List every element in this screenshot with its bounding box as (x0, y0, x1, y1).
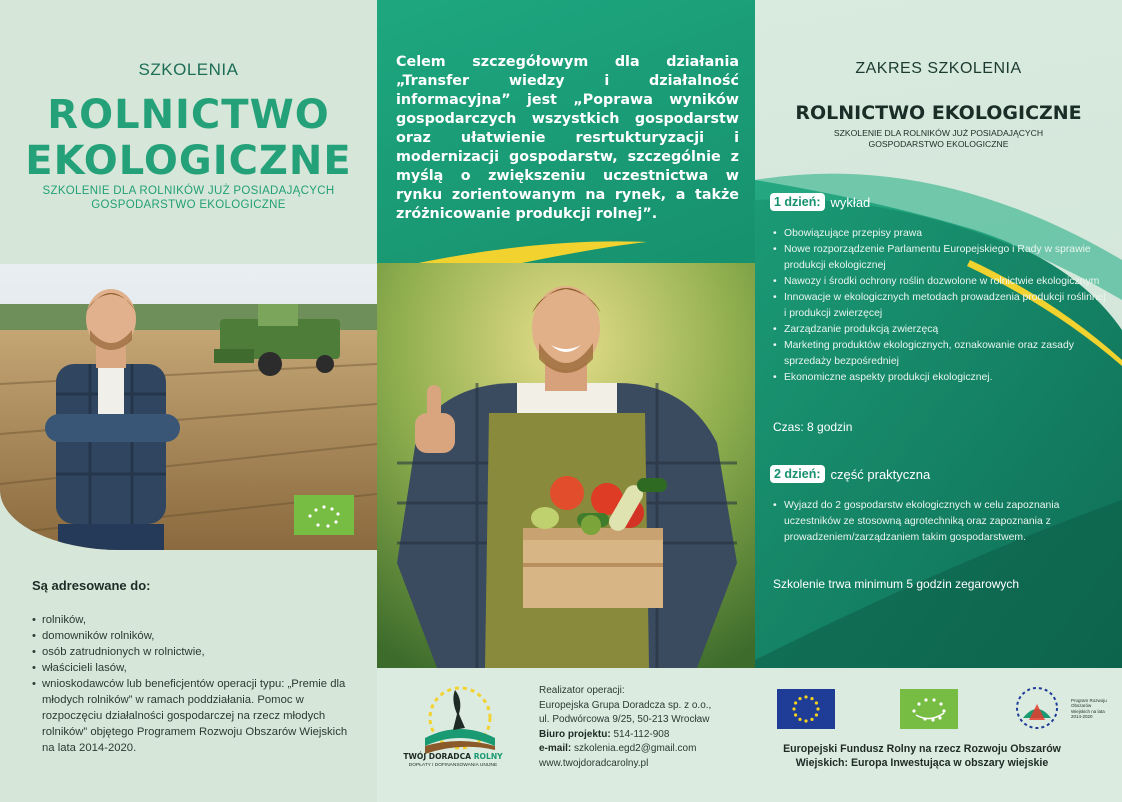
middle-panel (377, 0, 755, 668)
audience-item: • wnioskodawców lub beneficjentów operacji typu: „Premie dla młodych rolników” w ramach poddziałania. Pomoc w rozpoczęciu działalności gospodarczej na rzecz młodych rolników” objętego Programem Rozwoju Obszarów Wiejskich na lata 2014-2020. (32, 676, 352, 756)
right-panel (755, 0, 1122, 668)
prow-caption: Program Rozwoju Obszarów Wiejskich na lata 2014-2020 (1071, 698, 1107, 720)
day1-topic: • Nowe rozporządzenie Parlamentu Europejskiego i Rady w sprawie produkcji ekologicznej (773, 242, 1108, 274)
left-kicker: SZKOLENIA (138, 60, 239, 79)
office-phone: 514-112-908 (613, 728, 670, 740)
brand-name-part2: ROLNY (473, 752, 503, 761)
audience-item: • właścicieli lasów, (32, 660, 352, 676)
eu-organic-logo (294, 495, 354, 535)
email-row (539, 742, 711, 757)
day2-badge: 2 dzień: (770, 465, 825, 483)
day1-topic: • Ekonomiczne aspekty produkcji ekologicznej. (773, 370, 1108, 386)
main-title-line1: ROLNICTWO (47, 92, 330, 138)
brand-tagline: DOPŁATY I DOFINANSOWANIA UNIJNE (408, 763, 498, 768)
email-address[interactable]: szkolenia.egd2@gmail.com (574, 743, 697, 754)
eu-fund-statement: Europejski Fundusz Rolny na rzecz Rozwoju Obszarów Wiejskich: Europa Inwestująca w obszary wiejskie (783, 743, 1061, 769)
day2-label: część praktyczna (830, 466, 931, 482)
operator-address: ul. Podwórcowa 9/25, 50-213 Wrocław (539, 714, 710, 725)
farmer-field-illustration (0, 264, 377, 550)
operator-info (539, 684, 711, 771)
eu-organic-leaf-icon (900, 689, 958, 729)
right-title: ROLNICTWO EKOLOGICZNE (795, 102, 1082, 124)
left-panel (0, 0, 377, 802)
right-kicker: ZAKRES SZKOLENIA (855, 60, 1022, 77)
main-title (0, 92, 377, 184)
eu-flag-icon (777, 689, 835, 729)
brand-name-part1: TWÓJ DORADCA (403, 752, 474, 761)
day1-topic: • Innowacje w ekologicznych metodach prowadzenia produkcji roślinnej i produkcji zwierzęcej (773, 290, 1108, 322)
right-subtitle: SZKOLENIE DLA ROLNIKÓW JUŻ POSIADAJĄCYCH GOSPODARSTWO EKOLOGICZNE (833, 128, 1044, 149)
operator-label: Realizator operacji: (539, 685, 625, 696)
day1-row (770, 193, 870, 211)
office-phone-label: Biuro projektu: (539, 728, 611, 740)
objective-text: Celem szczegółowym dla działania „Transfer wiedzy i działalność informacyjna” jest „Poprawa wyników gospodarczych wszystkich gospodarstw oraz ułatwienie resrtukturyzacji i modernizacji gospodarstw, szczególnie z myślą o zwiększeniu uczestnictwa w rynku zorientowanym na rynek, a także zróżnicowanie produkcji rolnej”. (396, 54, 739, 222)
audience-item: • rolników, (32, 612, 352, 628)
left-subtitle: SZKOLENIE DLA ROLNIKÓW JUŻ POSIADAJĄCYCH GOSPODARSTWO EKOLOGICZNE (42, 185, 335, 211)
farmer-field-photo (0, 264, 377, 550)
day1-topics-list (773, 226, 1108, 386)
audience-list (32, 612, 352, 756)
day1-topic: • Nawozy i środki ochrony roślin dozwolone w rolnictwie ekologicznym (773, 274, 1108, 290)
day1-badge: 1 dzień: (770, 193, 825, 211)
day1-duration: Czas: 8 godzin (773, 420, 853, 434)
minimum-duration: Szkolenie trwa minimum 5 godzin zegarowych (773, 577, 1020, 591)
office-phone-row (539, 728, 711, 743)
day1-label: wykład (830, 194, 871, 210)
audience-heading: Są adresowane do: (32, 578, 151, 593)
day2-topics-list (773, 498, 1108, 546)
day1-topic: • Marketing produktów ekologicznych, oznakowanie oraz zasady sprzedaży bezpośredniej (773, 338, 1108, 370)
farmer-vegetables-illustration (377, 263, 755, 668)
brand-name (393, 752, 513, 761)
day2-row (770, 465, 930, 483)
footer (377, 668, 1122, 802)
day1-topic: • Obowiązujące przepisy prawa (773, 226, 1108, 242)
email-label: e-mail: (539, 743, 572, 754)
day2-topic: • Wyjazd do 2 gospodarstw ekologicznych w celu zapoznania uczestników ze stosowną agrotechniką oraz zapoznania z prowadzeniem/zarządzaniem takim gospodarstwem. (773, 498, 1108, 546)
farmer-vegetables-photo (377, 263, 755, 668)
day1-topic: • Zarządzanie produkcją zwierzęcą (773, 322, 1108, 338)
website-link[interactable]: www.twojdoradcarolny.pl (539, 757, 649, 769)
audience-item: • osób zatrudnionych w rolnictwie, (32, 644, 352, 660)
main-title-line2: EKOLOGICZNE (25, 138, 352, 184)
tworj-doradca-logo-icon (415, 680, 505, 790)
audience-item: • domowników rolników, (32, 628, 352, 644)
operator-company: Europejska Grupa Doradcza sp. z o.o., (539, 699, 712, 711)
